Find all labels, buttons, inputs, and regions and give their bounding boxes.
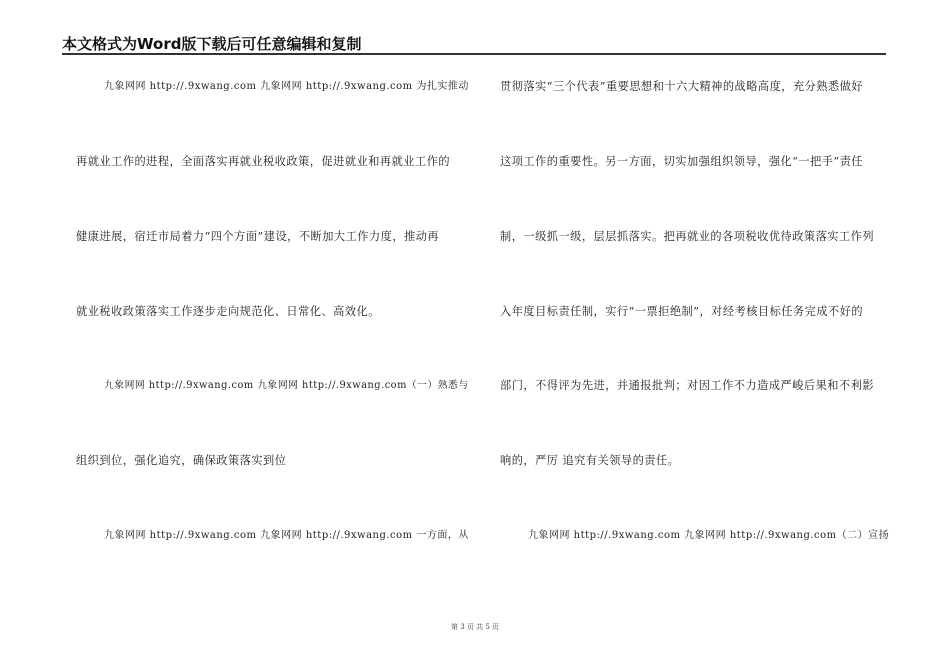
document-header-title: 本文格式为Word版下载后可任意编辑和复制 <box>62 35 362 53</box>
text-line: 入年度目标责任制，实行“一票拒绝制”，对经考核目标任务完成不好的 <box>500 305 864 318</box>
text-line: 组织到位，强化追究，确保政策落实到位 <box>76 454 287 467</box>
text-line: 九象网网 http://.9xwang.com 九象网网 http://.9xwang.com 一方面，从 <box>104 530 469 541</box>
text-line: 九象网网 http://.9xwang.com 九象网网 http://.9xwang.com（二）宣扬 <box>528 530 890 541</box>
text-line: 再就业工作的进程，全面落实再就业税收政策，促进就业和再就业工作的 <box>76 155 451 168</box>
text-line: 九象网网 http://.9xwang.com 九象网网 http://.9xwang.com 为扎实推动 <box>104 81 469 92</box>
text-line: 这项工作的重要性。另一方面，切实加强组织领导，强化“一把手”责任 <box>500 155 864 168</box>
page-number-footer: 第 3 页 共 5 页 <box>450 623 500 631</box>
text-line: 就业税收政策落实工作逐步走向规范化、日常化、高效化。 <box>76 305 380 318</box>
text-line: 健康进展，宿迁市局着力“四个方面”建设，不断加大工作力度，推动再 <box>76 230 440 243</box>
text-line: 响的，严厉 追究有关领导的责任。 <box>500 454 680 467</box>
header-divider <box>62 53 886 55</box>
text-line: 九象网网 http://.9xwang.com 九象网网 http://.9xwang.com（一）熟悉与 <box>104 380 469 391</box>
text-line: 部门，不得评为先进，并通报批判；对因工作不力造成严峻后果和不利影 <box>500 379 875 392</box>
text-line: 制，一级抓一级，层层抓落实。把再就业的各项税收优待政策落实工作列 <box>500 230 875 243</box>
text-line: 贯彻落实“三个代表”重要思想和十六大精神的战略高度，充分熟悉做好 <box>500 80 864 93</box>
